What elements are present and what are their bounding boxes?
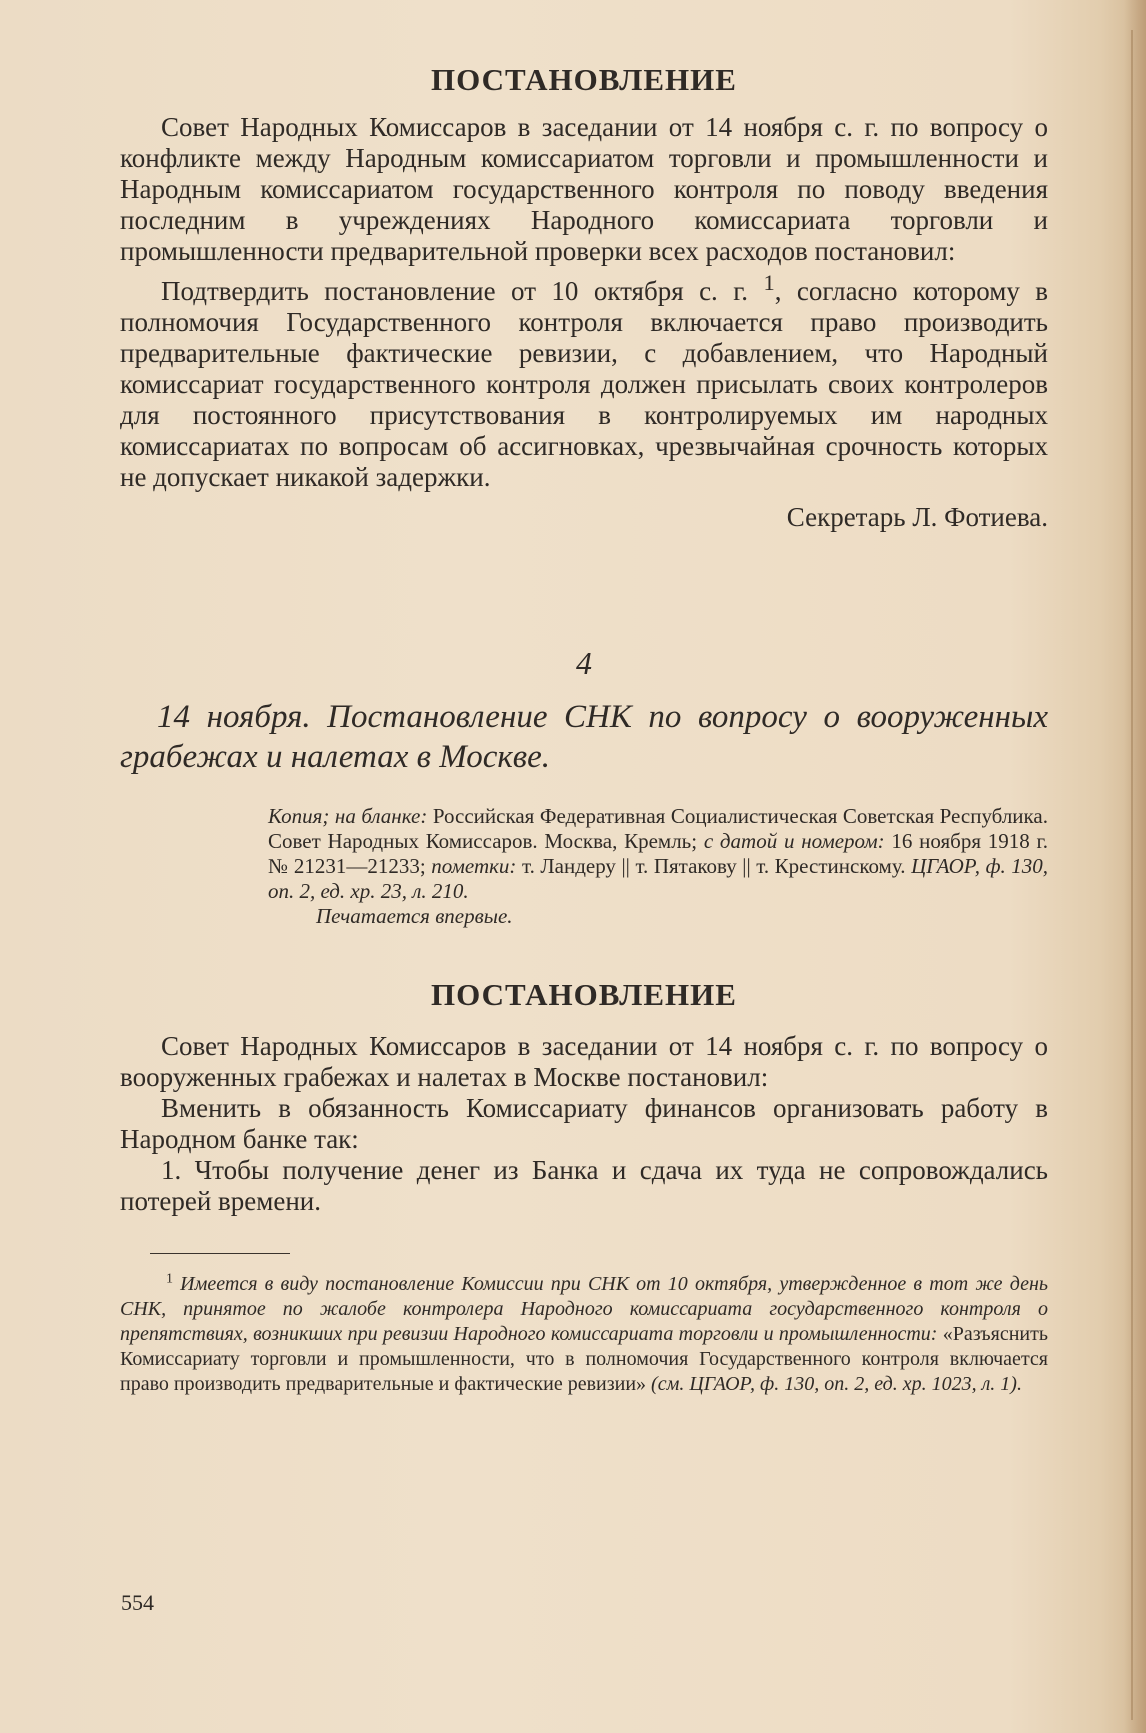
decree-body [120, 1031, 1048, 1217]
page-number: 554 [121, 1590, 154, 1615]
decree-text: Подтвердить постановление от 10 октября с. г. [161, 276, 749, 306]
footnote-number: 1 [166, 1271, 173, 1287]
signature: Секретарь Л. Фотиева. [786, 502, 1048, 532]
archival-label: с датой и номером: [703, 829, 885, 853]
decree-heading: ПОСТАНОВЛЕНИЕ [431, 977, 737, 1012]
decree-paragraph: Совет Народных Комиссаров в заседании от 14 ноября с. г. по вопросу о вооруженных грабежах и налетах в Москве постановил: [120, 1031, 1048, 1092]
document-number: 4 [576, 645, 592, 681]
archival-text: 16 ноября 1918 г. № 21231—21233; [268, 829, 1048, 878]
first-published-note: Печатается впервые. [316, 904, 513, 928]
footnote-quote: «Разъяснить Комиссариату торговли и промышленности, что в полномочия Государственного контроля включается право производить предварительные и фактические ревизии» [120, 1323, 1048, 1395]
archival-note [268, 804, 1048, 929]
archival-text: Российская Федеративная Социалистическая Советская Республика. Совет Народных Комиссаров. Москва, Кремль; [268, 804, 1048, 853]
decree-paragraph: Вменить в обязанность Комиссариату финансов организовать работу в Народном банке так: [120, 1093, 1048, 1154]
decree-paragraph: Совет Народных Комиссаров в заседании от 14 ноября с. г. по вопросу о конфликте между Народным комиссариатом торговли и промышленности и Народным комиссариатом государственного контроля по поводу введения последним в учреждениях Народного комиссариата торговли и промышленности предварительной проверки всех расходов постановил: [120, 112, 1048, 266]
decree-body [120, 112, 1048, 533]
decree-paragraph [120, 267, 1048, 493]
page-edge-line [1131, 30, 1133, 1720]
footnote-reference-text: (см. ЦГАОР, ф. 130, оп. 2, ед. хр. 1023, л. 1). [651, 1373, 1022, 1395]
footnote-reference[interactable]: 1 [763, 270, 775, 295]
decree-heading: ПОСТАНОВЛЕНИЕ [431, 62, 737, 97]
document-title: 14 ноября. Постановление СНК по вопросу о вооруженных грабежах и налетах в Москве. [120, 699, 1048, 775]
page-edge-shadow [1124, 0, 1146, 1733]
archival-reference: ЦГАОР, ф. 130, оп. 2, ед. хр. 23, л. 210. [268, 854, 1049, 903]
footnote-italic-text: Имеется в виду постановление Комиссии при СНК от 10 октября, утвержденное в тот же день СНК, принятое по жалобе контролера Народного комиссариата государственного контроля о препятствиях, возникших при ревизии Народного комиссариата торговли и промышленности: [120, 1273, 1048, 1345]
footnote-divider [150, 1253, 290, 1254]
archival-label: Копия; на бланке: [268, 804, 428, 828]
footnote-paragraph [120, 1272, 1048, 1397]
decree-text: , согласно которому в полномочия Государственного контроля включается право производить предварительные фактические ревизии, с добавлением, что Народный комиссариат государственного контроля должен присылать своих контролеров для постоянного присутствования в контролируемых им народных комиссариатах по вопросам об ассигновках, чрезвычайная срочность которых не допускает никакой задержки. [120, 276, 1049, 492]
decree-paragraph: 1. Чтобы получение денег из Банка и сдача их туда не сопровождались потерей времени. [120, 1155, 1048, 1216]
archival-label: пометки: [431, 854, 517, 878]
footnote [120, 1272, 1048, 1397]
text-column [120, 58, 1048, 1397]
archival-text: т. Ландеру || т. Пятакову || т. Крестинскому. [522, 854, 906, 878]
